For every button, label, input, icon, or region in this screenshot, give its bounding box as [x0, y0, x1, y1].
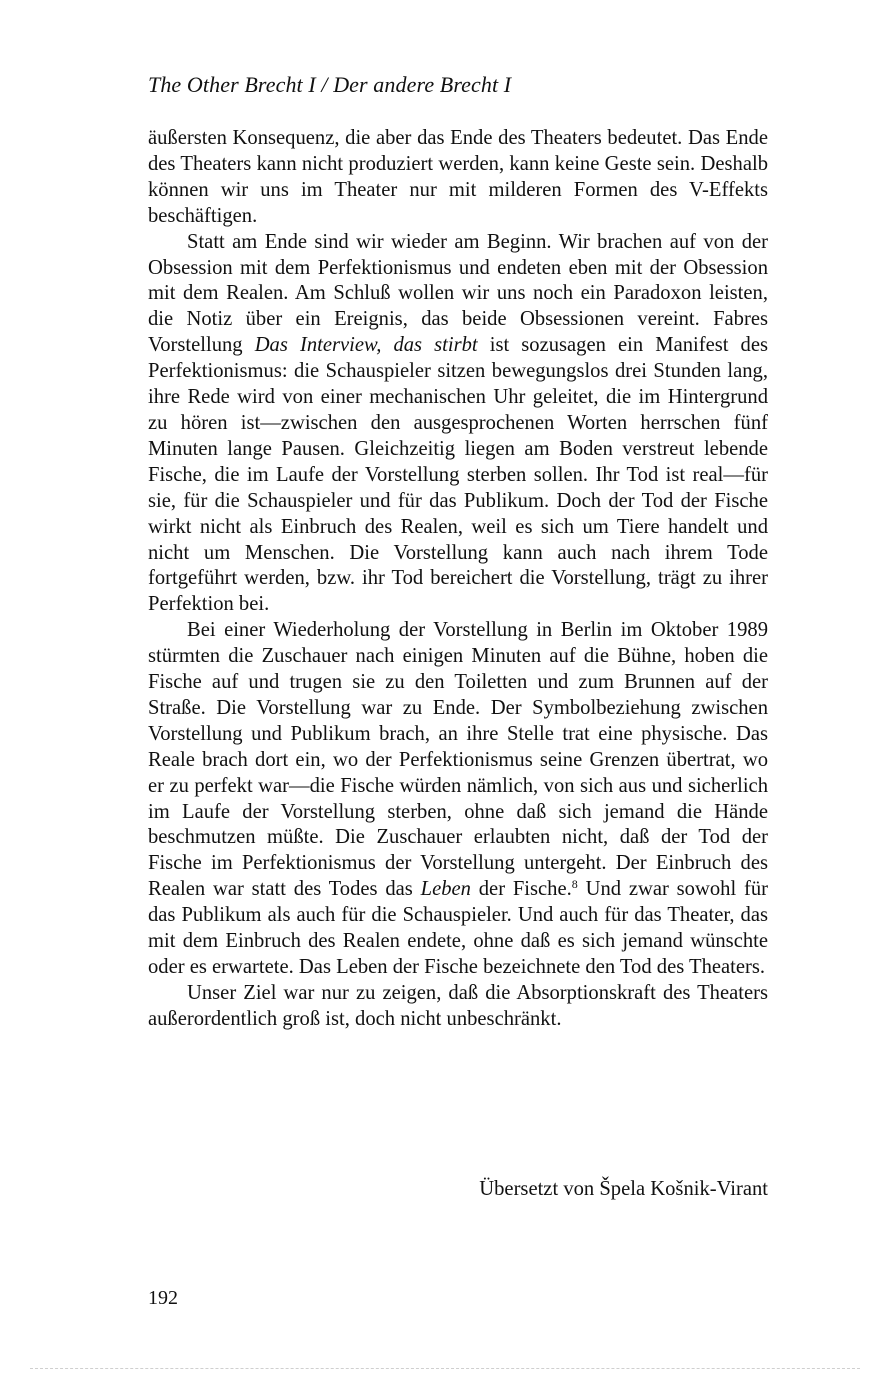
- text-run: Bei einer Wiederholung der Vorstellung in Berlin im Oktober 1989 stürmten die Zuschauer nach einigen Minuten auf die Bühne, hoben die Fische auf und trugen sie zu den Toiletten und zum Brunnen auf der Straße. Die Vorstellung war zu Ende. Der Symbolbeziehung zwischen Vorstellung und Publikum brach, an ihre Stelle trat eine physische. Das Reale brach dort ein, wo der Perfektionismus seine Grenzen übertrat, wo er zu perfekt war—die Fische würden nämlich, von sich aus und sicherlich im Laufe der Vorstellung sterben, ohne daß sich jemand die Hände beschmutzen müßte. Die Zuschauer erlaubten nicht, daß der Tod der Fische im Perfektionismus der Vorstellung untergeht. Der Einbruch des Realen war statt des Todes das: [148, 619, 768, 901]
- running-head: The Other Brecht I / Der andere Brecht I: [148, 72, 512, 97]
- text-run: Und zwar sowohl für das Publikum als auch für die Schauspieler. Und auch für das Theater, das mit dem Einbruch des Realen endete, ohne daß es sich jemand wünschte oder es erwartete. Das Leben der Fische bezeichnete den Tod des Theaters.: [148, 878, 768, 978]
- scan-edge-line: [30, 1368, 860, 1369]
- italic-text: Leben: [420, 878, 471, 901]
- italic-text: Das Interview, das stirbt: [254, 334, 478, 357]
- page-number: 192: [148, 1287, 178, 1309]
- text-run: Unser Ziel war nur zu zeigen, daß die Absorptionskraft des Theaters außerordentlich groß ist, doch nicht unbeschränkt.: [148, 981, 768, 1030]
- text-run: äußersten Konsequenz, die aber das Ende des Theaters bedeutet. Das Ende des Theaters kann nicht produziert werden, kann keine Geste sein. Deshalb können wir uns im Theater nur mit milderen Formen des V-Effekts beschäftigen.: [148, 127, 768, 227]
- paragraph: [148, 230, 768, 619]
- translator-credit: Übersetzt von Špela Košnik-Virant: [479, 1178, 768, 1200]
- body-text: [148, 126, 768, 1033]
- text-run: Statt am Ende sind wir wieder am Beginn. Wir brachen auf von der Obsession mit dem Perfektionismus und endeten eben mit der Obsession mit dem Realen. Am Schluß wollen wir uns noch ein Paradoxon leisten, die Notiz über ein Ereignis, das beide Obsessionen vereint. Fabres Vorstellung: [148, 230, 768, 357]
- paragraph: [148, 618, 768, 981]
- text-run: der Fische.: [470, 878, 572, 901]
- footnote-reference: 8: [571, 877, 578, 892]
- text-run: ist sozusagen ein Manifest des Perfektionismus: die Schauspieler sitzen bewegungslos drei Stunden lang, ihre Rede wird von einer mechanischen Uhr geleitet, die im Hintergrund zu hören ist—zwischen den ausgesprochenen Worten herrschen fünf Minuten lange Pausen. Gleichzeitig liegen am Boden verstreut lebende Fische, die im Laufe der Vorstellung sterben sollen. Ihr Tod ist real—für sie, für die Schauspieler und für das Publikum. Doch der Tod der Fische wirkt nicht als Einbruch des Realen, weil es sich um Tiere handelt und nicht um Menschen. Die Vorstellung kann auch nach ihrem Tode fortgeführt werden, bzw. ihr Tod bereichert die Vorstellung, trägt zu ihrer Perfektion bei.: [148, 334, 769, 616]
- paragraph: [148, 981, 768, 1033]
- paragraph: [148, 126, 768, 230]
